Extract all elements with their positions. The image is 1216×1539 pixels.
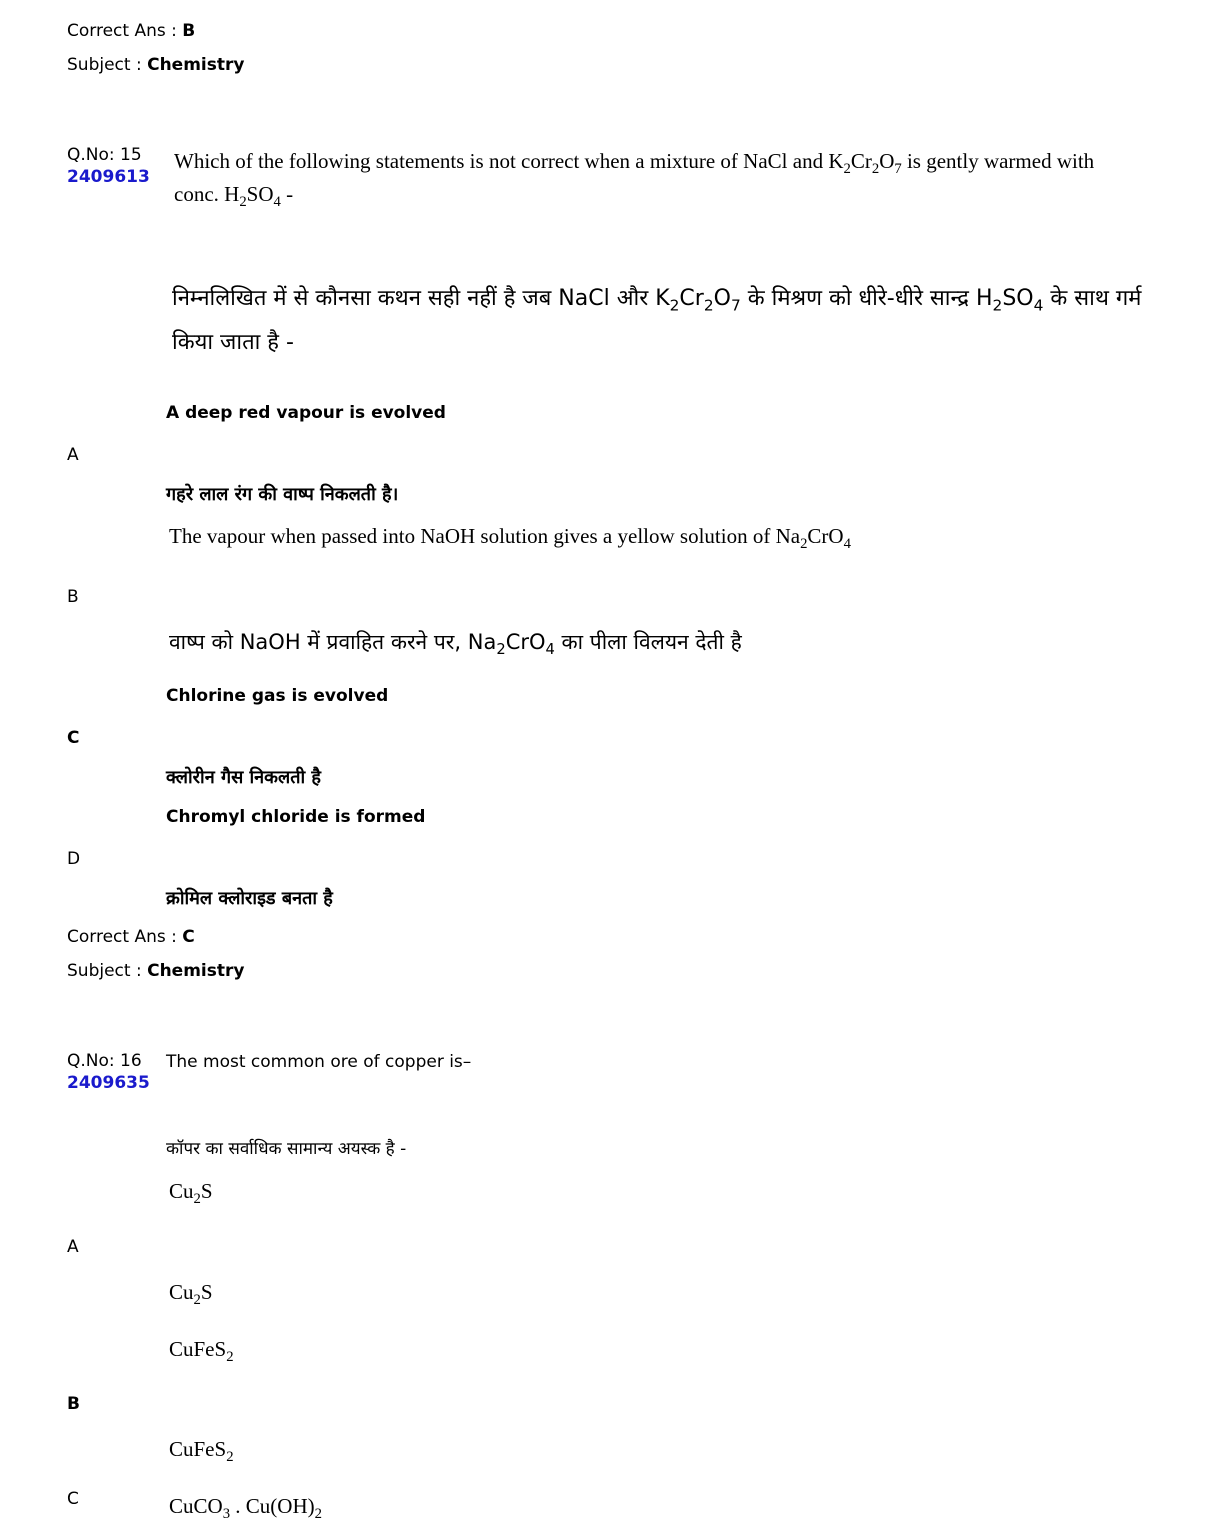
- q-hi-sub: 2: [669, 296, 680, 315]
- q-hi-sub: 2: [703, 296, 714, 315]
- option-b-letter: B: [67, 1394, 80, 1414]
- opt-b-hi-part: वाष्प को NaOH में प्रवाहित करने पर, Na: [169, 630, 497, 654]
- q-en-part: is gently warmed with conc. H: [174, 149, 1095, 206]
- opt-b-en-part: The vapour when passed into NaOH solution gives a yellow solution of Na: [169, 524, 801, 548]
- q-hi-part: के साथ गर्म किया जाता है -: [172, 286, 1142, 355]
- option-a-letter: A: [67, 445, 79, 465]
- correct-answer-label: Correct Ans :: [67, 21, 177, 41]
- q-en-sub: 2: [239, 194, 247, 211]
- q-en-part: Which of the following statements is not correct when a mixture of NaCl and K: [174, 149, 844, 173]
- option-a-english: [169, 1179, 213, 1208]
- subject-value: Chemistry: [147, 55, 245, 75]
- option-c-hindi: क्लोरीन गैस निकलती है: [166, 767, 321, 788]
- correct-answer-label: Correct Ans :: [67, 927, 177, 947]
- q-en-sub: 7: [894, 161, 902, 178]
- formula-sub: 2: [226, 1349, 234, 1366]
- option-d-letter: D: [67, 849, 81, 869]
- formula-sub: 2: [193, 1292, 201, 1309]
- q-hi-sub: 2: [992, 296, 1003, 315]
- formula-part: S: [200, 1280, 213, 1304]
- option-a-letter: A: [67, 1237, 79, 1257]
- formula-sub: 3: [222, 1506, 231, 1523]
- correct-answer-line: [67, 927, 195, 947]
- opt-b-hi-sub: 4: [545, 641, 555, 659]
- q-hi-part: SO: [1002, 286, 1034, 311]
- formula-sub: 2: [226, 1449, 234, 1466]
- question-number-16: [67, 1050, 150, 1094]
- formula-part: S: [200, 1179, 213, 1203]
- formula-part: Cu: [169, 1179, 194, 1203]
- formula-part: CuCO: [169, 1494, 223, 1518]
- opt-b-hi-part: CrO: [505, 630, 546, 654]
- q-en-sub: 2: [871, 161, 880, 178]
- subject-line: [67, 55, 244, 75]
- question-number-label: Q.No: 15: [67, 145, 142, 165]
- option-d-english: Chromyl chloride is formed: [166, 807, 426, 827]
- formula-part: CuFeS: [169, 1337, 227, 1361]
- question-number-label: Q.No: 16: [67, 1051, 142, 1071]
- question-text-english: [174, 145, 1134, 211]
- option-b-hindi: [169, 628, 742, 659]
- question-id: 2409635: [67, 1073, 150, 1093]
- opt-b-en-part: CrO: [807, 524, 844, 548]
- option-c-letter: C: [67, 1489, 79, 1509]
- question-number-15: [67, 144, 150, 188]
- q-en-sub: 2: [843, 161, 851, 178]
- subject-value: Chemistry: [147, 961, 245, 981]
- opt-b-en-sub: 4: [843, 536, 851, 553]
- subject-label: Subject :: [67, 55, 142, 75]
- q-en-part: -: [280, 182, 294, 206]
- formula-part: Cu: [169, 1280, 194, 1304]
- subject-line: [67, 961, 244, 981]
- option-a-hindi: [169, 1280, 213, 1309]
- option-a-english: A deep red vapour is evolved: [166, 403, 446, 423]
- question-text-hindi: [172, 277, 1172, 365]
- opt-b-hi-part: का पीला विलयन देती है: [554, 630, 742, 654]
- option-b-hindi: [169, 1437, 234, 1466]
- option-d-hindi: क्रोमिल क्लोराइड बनता है: [166, 888, 333, 909]
- q-hi-sub: 7: [730, 296, 741, 315]
- q-hi-part: O: [713, 286, 731, 311]
- q-hi-part: के मिश्रण को धीरे-धीरे सान्द्र H: [740, 286, 993, 311]
- option-b-english: [169, 1337, 234, 1366]
- q-hi-part: निम्नलिखित में से कौनसा कथन सही नहीं है जब NaCl और K: [172, 286, 670, 311]
- correct-answer-value: C: [182, 927, 195, 947]
- option-c-english: Chlorine gas is evolved: [166, 686, 389, 706]
- question-id: 2409613: [67, 167, 150, 187]
- q-en-part: SO: [246, 182, 274, 206]
- q-hi-part: Cr: [679, 286, 704, 311]
- question-text-english: The most common ore of copper is–: [166, 1052, 472, 1072]
- formula-part: CuFeS: [169, 1437, 227, 1461]
- correct-answer-value: B: [182, 21, 196, 41]
- option-a-hindi: गहरे लाल रंग की वाष्प निकलती है।: [166, 484, 399, 505]
- option-b-english: [169, 524, 851, 553]
- q-en-part: Cr: [850, 149, 872, 173]
- q-hi-sub: 4: [1033, 296, 1044, 315]
- correct-answer-line: [67, 21, 195, 41]
- formula-sub: 2: [314, 1506, 322, 1523]
- question-text-hindi: कॉपर का सर्वाधिक सामान्य अयस्क है -: [166, 1139, 407, 1159]
- option-b-letter: B: [67, 587, 79, 607]
- option-c-english: [169, 1494, 322, 1523]
- opt-b-hi-sub: 2: [496, 641, 506, 659]
- q-en-sub: 4: [273, 194, 281, 211]
- formula-part: . Cu(OH): [230, 1494, 315, 1518]
- formula-sub: 2: [193, 1191, 201, 1208]
- q-en-part: O: [879, 149, 895, 173]
- opt-b-en-sub: 2: [800, 536, 808, 553]
- subject-label: Subject :: [67, 961, 142, 981]
- option-c-letter: C: [67, 728, 80, 748]
